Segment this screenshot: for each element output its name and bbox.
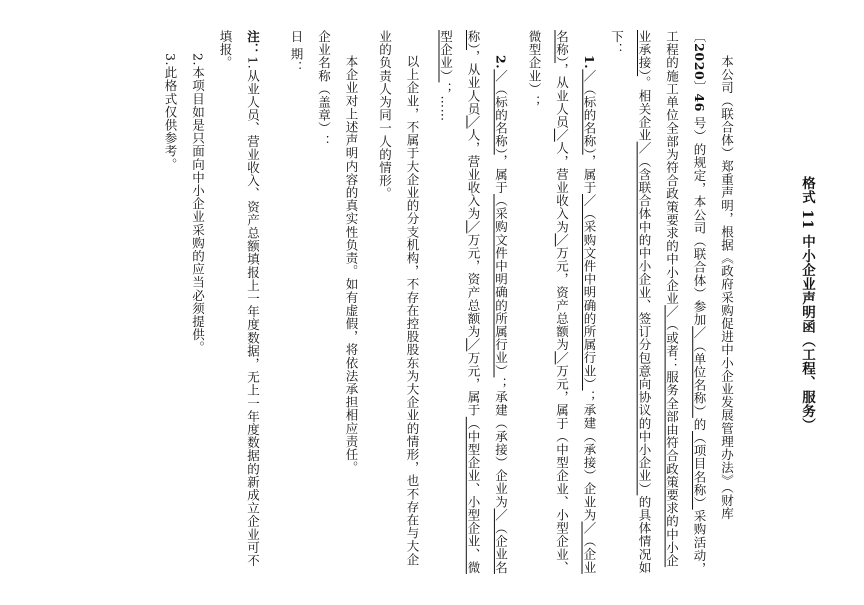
intro-text: 的具体情况如下：: [609, 30, 652, 574]
item-text: 人，营业收入为: [554, 141, 570, 234]
intro-text: 本公司（联合体）郑重声明，根据《政府采购促进中小企业发展管理办法》（财库〔: [692, 30, 735, 521]
intro-text: 〕: [692, 80, 707, 94]
item-text: 万元，资产总额为: [466, 233, 481, 339]
sme-declaration-letter: [60, 30, 820, 578]
industry-field: ／（采购文件中明确的所属行业）: [582, 194, 597, 391]
item-text: ；承建（承接）企业为: [493, 377, 509, 509]
total-assets-field: ／: [554, 351, 570, 365]
intro-text: 号）的规定，本公司（联合体）参加: [692, 112, 707, 327]
revenue-field: ／: [466, 220, 481, 234]
enterprise-size-field: （中型企业、小型企业、微型企业）: [438, 30, 481, 574]
company-seal-label: 企业名称（盖章）：: [316, 30, 332, 148]
intro-paragraph: [603, 30, 741, 578]
enterprise-item-2: [432, 30, 515, 578]
project-name-field: （项目名称）: [692, 431, 707, 510]
note-text: 1.从业人员、营业收入、资产总额填报上一年度数据，无上一年度数据的新成立企业可不填报。: [218, 30, 261, 568]
intro-year: 2020: [692, 43, 707, 81]
subject-name-field: ／（标的名称）: [582, 69, 597, 155]
employee-count-field: ／: [554, 128, 570, 142]
note-line-3: 3.此格式仅供参考。: [163, 52, 178, 171]
item-text: ；承建（承接）企业为: [582, 390, 597, 522]
enterprise-item-1: [521, 30, 604, 578]
enterprise-name-field: ／（企业名称）: [466, 30, 509, 574]
intro-text: 。相关企业: [637, 76, 652, 142]
item-number: 2.: [493, 55, 509, 70]
item-text: ，属于: [493, 154, 509, 195]
revenue-field: ／: [554, 233, 570, 247]
item-text: 万元，资产总额为: [554, 246, 570, 352]
authenticity-clause: 本企业对上述声明内容的真实性负责。如有虚假，将依法承担相应责任。: [344, 55, 359, 475]
note-line-2: 2.本项目如是只面向中小企业采购的应当必须提供。: [190, 52, 206, 354]
industry-field: （采购文件中明确的所属行业）: [493, 194, 509, 378]
related-enterprise-field: ／（含联合体中的中小企业、签订分包意向协议的中小企业）: [637, 141, 652, 496]
unit-name-field: ／（单位名称）: [692, 326, 707, 418]
service-provider-field: ／（或者：服务全部由符合政策要求的中小企业承接）: [637, 30, 680, 568]
total-assets-field: ／: [466, 338, 481, 352]
item-text: ；……: [438, 82, 454, 122]
date-label: 日 期：: [289, 30, 304, 74]
item-text: 万元，属于（中型企业、小型企业、微型企业）；: [527, 30, 570, 575]
note-line-1: [212, 30, 267, 578]
note-lead: 注：: [245, 30, 261, 57]
intro-text: 采购活动，工程的施工单位全部为符合政策要求的中小企业: [664, 30, 707, 576]
item-text: 人，营业收入为: [466, 128, 481, 221]
item-text: ，从业人员: [466, 49, 481, 116]
item-text: ，从业人员: [554, 63, 570, 129]
item-text: ，属于: [582, 154, 597, 195]
subject-name-field: ／（标的名称）: [493, 69, 509, 155]
page-title: 格式 11 中小企业声明函（工程、服务）: [799, 175, 815, 433]
item-text: 万元，属于: [466, 351, 481, 417]
enterprise-name-field: ／（企业名称）: [554, 30, 597, 574]
item-number: 1.: [582, 55, 597, 70]
intro-text: 的: [692, 417, 707, 432]
employee-count-field: ／: [466, 115, 481, 129]
non-branch-clause: 以上企业，不属于大企业的分支机构，不存在控股股东为大企业的情形，也不存在与大企业的负责人为同一人的情形。: [377, 30, 420, 566]
intro-doc-number: 46: [692, 93, 707, 113]
